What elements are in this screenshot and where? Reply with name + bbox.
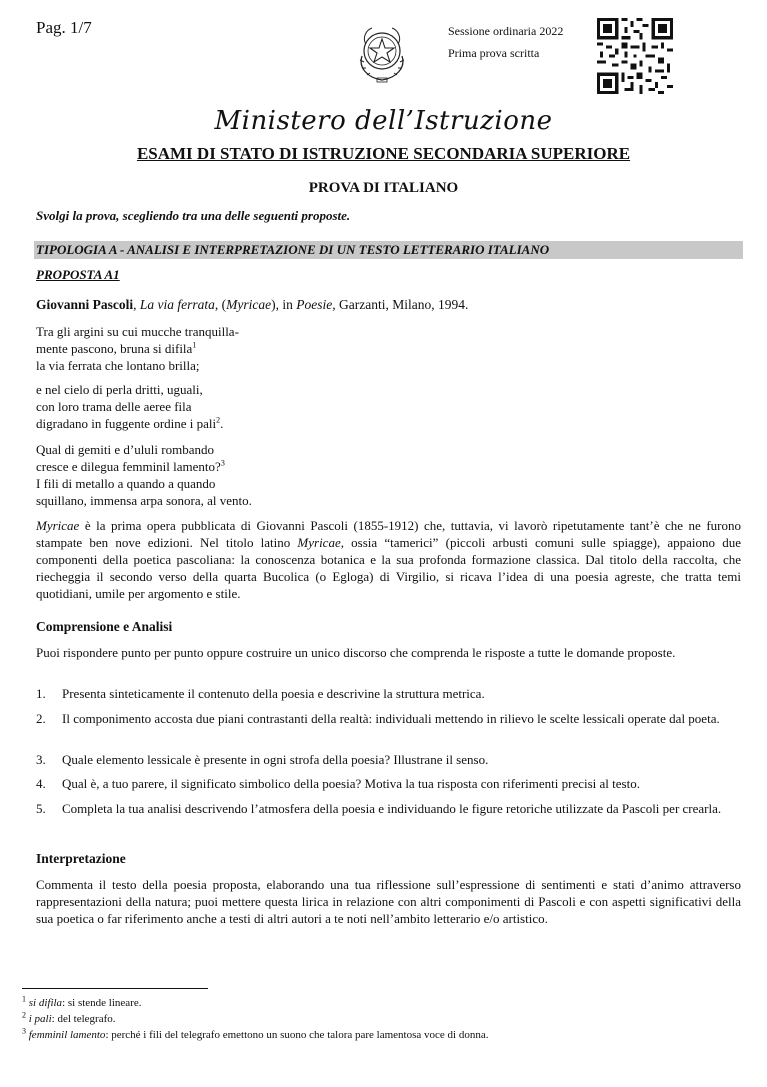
question-item xyxy=(36,685,741,702)
poem-line: digradano in fuggente ordine i pali$^2$. xyxy=(36,415,224,431)
poem-line: la via ferrata che lontano brilla; xyxy=(36,358,200,373)
source-author: Giovanni Pascoli xyxy=(36,297,134,312)
poem-line: Tra gli argini su cui mucche tranquilla- xyxy=(36,324,239,339)
poem-stanza-1 xyxy=(36,323,239,374)
poem-line: Qual di gemiti e d’ululi rombando xyxy=(36,442,214,457)
interpretazione-heading: Interpretazione xyxy=(36,851,126,866)
question-item xyxy=(36,775,741,792)
poem-line: squillano, immensa arpa sonora, al vento. xyxy=(36,493,252,508)
footnote-divider xyxy=(22,988,208,989)
question-text: Quale elemento lessicale è presente in ogni strofa della poesia? Illustrane il senso. xyxy=(62,752,489,767)
source-mid: ( xyxy=(218,297,227,312)
poem-line xyxy=(36,458,252,475)
source-book: Poesie xyxy=(296,297,333,312)
test-label: Prima prova scritta xyxy=(448,46,540,60)
source-citation xyxy=(36,297,468,313)
footnote xyxy=(22,1012,116,1026)
poem-line-text: digradano in fuggente ordine i pali xyxy=(36,416,217,431)
poem-line: e nel cielo di perla dritti, uguali, xyxy=(36,382,203,397)
ministry-logo-text: Ministero dell’Istruzione xyxy=(214,106,553,136)
footnote-term: femminil lamento xyxy=(28,1029,106,1041)
footnote-number: 2 xyxy=(22,1010,26,1020)
intro-text: , ossia “tamerici” (piccoli arbusti comuni sulle spiagge), appaiono due componenti della poetica pascoliana: la conoscenza botanica e la sua profonda formazione classica. Dal titolo della raccolta, che riecheggia il secondo verso della quarta Bucolica (o Egloga) di Virgilio, si ricava l’idea di una poesia agreste, che tratta temi quotidiani, umile per argomento e stile. xyxy=(36,535,741,601)
republic-emblem-icon xyxy=(352,20,412,84)
question-text: Completa la tua analisi descrivendo l’atmosfera della poesia e individuando le figure retoriche utilizzate da Pascoli per crearla. xyxy=(62,801,722,816)
question-number: 4. xyxy=(36,776,46,791)
footnote-mark: 2 xyxy=(216,415,221,425)
footnote-def: : perché i fili del telegrafo emettono un suono che talora pare lamentosa voce di donna. xyxy=(105,1029,489,1041)
intro-text: è la prima opera pubblicata di Giovanni Pascoli (1855-1912) che, tuttavia, vi lavorò ripetutamente tant’è che ne furono stampate ben nove edizioni. Nel titolo latino xyxy=(36,518,741,550)
prova-title: PROVA DI ITALIANO xyxy=(308,180,459,196)
footnote-number: 1 xyxy=(22,994,26,1004)
question-item xyxy=(36,800,741,817)
footnote-number: 3 xyxy=(22,1026,26,1036)
session-info xyxy=(448,20,563,64)
question-text: Qual è, a tuo parere, il significato simbolico della poesia? Motiva la tua risposta con riferimenti precisi al testo. xyxy=(62,776,640,791)
question-number: 1. xyxy=(36,686,46,701)
proposta-heading: PROPOSTA A1 xyxy=(36,267,120,282)
instruction: Svolgi la prova, scegliendo tra una delle seguenti proposte. xyxy=(36,208,351,223)
page-number: Pag. 1/7 xyxy=(36,18,92,37)
poem-line: I fili di metallo a quando a quando xyxy=(36,476,216,491)
footnote-term: i pali xyxy=(28,1013,52,1025)
source-mid2: ), in xyxy=(271,297,297,312)
question-text: Il componimento accosta due piani contrastanti della realtà: individuali mettendo in rilievo le scelte lessicali operate dal poeta. xyxy=(62,711,720,726)
exam-title: ESAMI DI STATO DI ISTRUZIONE SECONDARIA SUPERIORE xyxy=(136,144,631,163)
intro-italic: Myricae xyxy=(297,535,341,550)
poem-line-text: mente pascono, bruna si difila xyxy=(36,341,193,356)
comprensione-lead: Puoi rispondere punto per punto oppure costruire un unico discorso che comprenda le risposte a tutte le domande proposte. xyxy=(36,645,676,660)
poem-line: con loro trama delle aeree fila xyxy=(36,399,192,414)
qr-code-icon xyxy=(597,18,673,94)
interpretazione-text: Commenta il testo della poesia proposta, elaborando una tua riflessione sull’espressione di sentimenti e stati d’animo attraverso rappresentazioni della natura; puoi mettere questa lirica in relazione con altri componimenti di Pascoli e con aspetti significativi della sua poetica o far riferimento anche a testi di altri autori a te noti nell’ambito letterario e/o artistico. xyxy=(36,877,741,926)
source-sep: , xyxy=(133,297,140,312)
source-rest: , Garzanti, Milano, 1994. xyxy=(332,297,469,312)
question-number: 3. xyxy=(36,752,46,767)
footnote xyxy=(22,996,141,1010)
question-number: 5. xyxy=(36,801,46,816)
question-item xyxy=(36,751,741,768)
question-item xyxy=(36,710,741,727)
intro-italic: Myricae xyxy=(36,518,80,533)
intro-paragraph xyxy=(36,517,741,602)
poem-line xyxy=(36,340,239,357)
footnote xyxy=(22,1028,488,1042)
poem-line-text: cresce e dilegua femminil lamento? xyxy=(36,459,221,474)
footnote-def: : del telegrafo. xyxy=(51,1013,116,1025)
footnote-def: : si stende lineare. xyxy=(62,997,142,1009)
source-title: La via ferrata, xyxy=(139,297,219,312)
tipologia-heading: TIPOLOGIA A - ANALISI E INTERPRETAZIONE DI UN TESTO LETTERARIO ITALIANO xyxy=(36,242,550,257)
footnote-mark: 3 xyxy=(220,458,225,468)
comprensione-heading: Comprensione e Analisi xyxy=(36,619,173,634)
poem-stanza-3 xyxy=(36,441,252,509)
source-collection: Myricae xyxy=(226,297,272,312)
poem-stanza-2 xyxy=(36,381,223,432)
footnote-mark: 1 xyxy=(192,340,197,350)
question-number: 2. xyxy=(36,711,46,726)
footnote-term: si difila xyxy=(28,997,63,1009)
session-label: Sessione ordinaria 2022 xyxy=(448,24,564,38)
question-text: Presenta sinteticamente il contenuto della poesia e descrivine la struttura metrica. xyxy=(62,686,485,701)
